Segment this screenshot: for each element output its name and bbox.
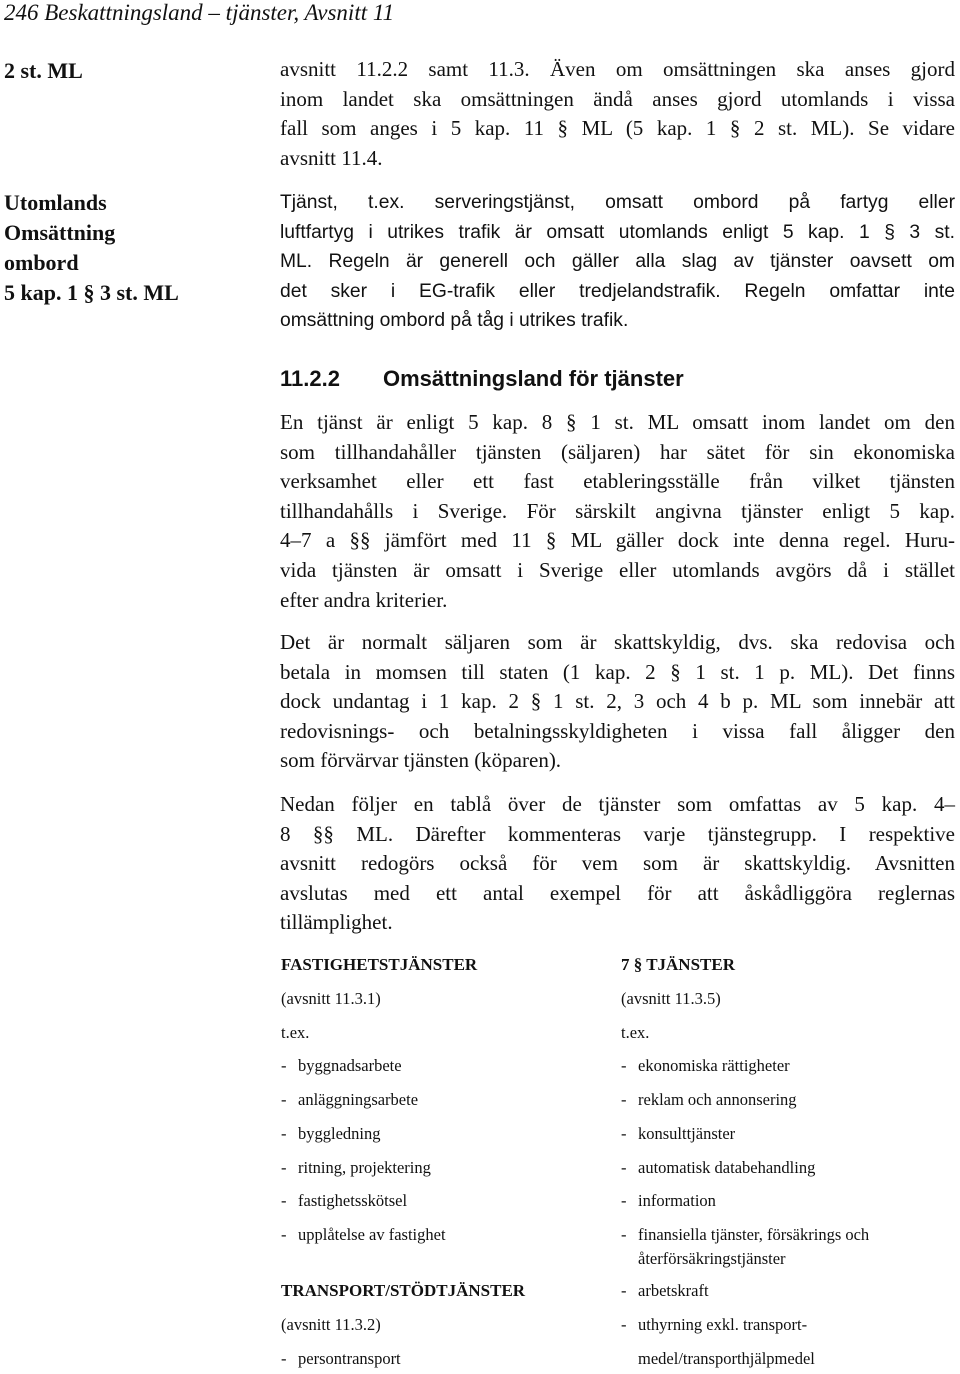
category-reference: (avsnitt 11.3.2) [281, 1315, 381, 1334]
text-line: det sker i EG-trafik eller tredjelandstrafik. Regeln omfattar inte [280, 280, 955, 302]
list-item-continuation: återförsäkringstjänster [638, 1249, 786, 1268]
list-item: - persontransport [281, 1349, 401, 1368]
text-line: omsättning ombord på tåg i utrikes trafik. [280, 310, 629, 332]
category-reference: (avsnitt 11.3.1) [281, 989, 381, 1008]
list-item: - ritning, projektering [281, 1158, 431, 1177]
margin-note-line: Omsättning [4, 220, 116, 245]
list-item: - ekonomiska rättigheter [621, 1056, 790, 1075]
section-heading [280, 366, 684, 392]
list-item: - upplåtelse av fastighet [281, 1225, 446, 1244]
text-line: redovisnings- och betalningsskyldigheten i vissa fall åligger den [280, 718, 955, 743]
text-line: Tjänst, t.ex. serveringstjänst, omsatt ombord på fartyg eller [280, 192, 955, 213]
paragraph-intro-continuation [280, 55, 955, 173]
list-item: - arbetskraft [621, 1281, 709, 1300]
paragraph-main-rule [280, 408, 955, 615]
running-header: 246 Beskattningsland – tjänster, Avsnitt 11 [4, 0, 395, 25]
list-item: - uthyrning exkl. transport- [621, 1315, 808, 1334]
text-line: Nedan följer en tablå över de tjänster som omfattas av 5 kap. 4– [280, 792, 955, 816]
section-title: Omsättningsland för tjänster [383, 366, 684, 391]
text-line: 8 §§ ML. Därefter kommenteras varje tjänstegrupp. I respektive [280, 821, 955, 846]
text-line: luftfartyg i utrikes trafik är omsatt utomlands enligt 5 kap. 1 § 3 st. [280, 221, 955, 243]
paragraph-overview-intro [280, 790, 955, 938]
paragraph-tax-liability [280, 628, 955, 776]
examples-label: t.ex. [281, 1023, 310, 1042]
examples-label: t.ex. [621, 1023, 650, 1042]
list-item: - reklam och annonsering [621, 1090, 797, 1109]
list-item-continuation: medel/transporthjälpmedel [638, 1349, 815, 1368]
category-heading: FASTIGHETSTJÄNSTER [281, 955, 478, 974]
paragraph-service-on-board [280, 188, 955, 336]
margin-note-ombord [4, 188, 179, 308]
list-item: - fastighetsskötsel [281, 1191, 408, 1210]
text-line: tillämplighet. [280, 910, 393, 935]
margin-note-line: 5 kap. 1 § 3 st. ML [4, 280, 179, 305]
text-line: avsnitt redogörs också för vem som är skattskyldig. Avsnitten [280, 851, 955, 876]
text-line: tillhandahålls i Sverige. För särskilt angivna tjänster enligt 5 kap. [280, 498, 955, 523]
text-line: avsnitt 11.4. [280, 145, 383, 170]
text-line: betala in momsen till staten (1 kap. 2 § 1 st. 1 p. ML). Det finns [280, 659, 955, 684]
text-line: Det är normalt säljaren som är skattskyldig, dvs. ska redovisa och [280, 630, 955, 654]
margin-note-line: ombord [4, 250, 79, 275]
list-item: - information [621, 1191, 716, 1210]
text-line: 4–7 a §§ jämfört med 11 § ML gäller dock inte denna regel. Huru- [280, 528, 955, 553]
section-number: 11.2.2 [280, 366, 340, 391]
text-line: efter andra kriterier. [280, 587, 448, 612]
text-line: avsnitt 11.2.2 samt 11.3. Även om omsättningen ska anses gjord [280, 57, 955, 81]
list-item: - finansiella tjänster, försäkrings och [621, 1225, 870, 1244]
list-item: - byggnadsarbete [281, 1056, 402, 1075]
text-line: En tjänst är enligt 5 kap. 8 § 1 st. ML omsatt inom landet om den [280, 410, 955, 434]
text-line: som förvärvar tjänsten (köparen). [280, 748, 562, 773]
text-line: avslutas med ett antal exempel för att åskådliggöra reglernas [280, 880, 955, 905]
list-item: - byggledning [281, 1124, 381, 1143]
text-line: vida tjänsten är omsatt i Sverige eller utomlands avgörs då i stället [280, 557, 955, 582]
text-line: som tillhandahåller tjänsten (säljaren) har sätet för sin ekonomiska [280, 439, 955, 464]
margin-note-line: Utomlands [4, 190, 107, 215]
text-line: ML. Regeln är generell och gäller alla slag av tjänster oavsett om [280, 251, 955, 273]
list-item: - konsulttjänster [621, 1124, 736, 1143]
category-heading: TRANSPORT/STÖDTJÄNSTER [281, 1281, 526, 1300]
category-reference: (avsnitt 11.3.5) [621, 989, 721, 1008]
text-line: verksamhet eller ett fast etableringsställe från vilket tjänsten [280, 469, 955, 494]
list-item: - automatisk databehandling [621, 1158, 816, 1177]
list-item: - anläggningsarbete [281, 1090, 419, 1109]
text-line: dock undantag i 1 kap. 2 § 1 st. 2, 3 och 4 b p. ML som innebär att [280, 689, 955, 714]
text-line: fall som anges i 5 kap. 11 § ML (5 kap. 1 § 2 st. ML). Se vidare [280, 116, 955, 141]
text-line: inom landet ska omsättningen ändå anses gjord utomlands i vissa [280, 86, 955, 111]
category-heading: 7 § TJÄNSTER [621, 955, 735, 974]
margin-note-paragraph-ref: 2 st. ML [4, 58, 83, 83]
